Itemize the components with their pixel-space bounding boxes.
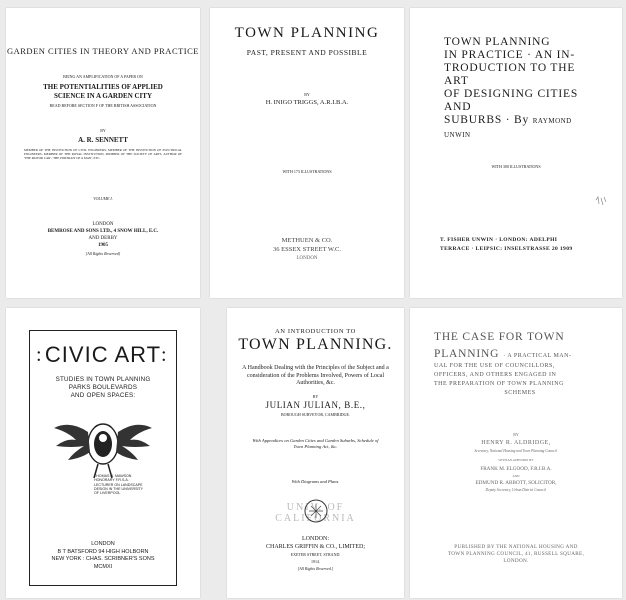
publisher-line: 36 ESSEX STREET W.C. [273, 246, 341, 253]
library-stamp: CALIFORNIA [275, 513, 356, 524]
title-line: IN PRACTICE · AN IN- [444, 49, 575, 61]
body-line: SCHEMES [504, 389, 536, 396]
emblem-text-line: OF LIVERPOOL [94, 491, 121, 496]
coauthor-name: EDMUND R. ABBOTT, SOLICITOR, [475, 480, 557, 486]
handwritten-mark [594, 194, 608, 208]
subtitle-line: SCIENCE IN A GARDEN CITY [53, 92, 153, 100]
illustrations-note: WITH 173 ILLUSTRATIONS [282, 169, 332, 174]
title-page-civic-art [6, 308, 200, 598]
author-name: HENRY R. ALDRIDGE, [481, 440, 551, 446]
by-label: BY [312, 394, 319, 399]
publisher-line: LONDON. [503, 558, 529, 564]
publisher-line: CHARLES GRIFFIN & CO., LIMITED; [265, 544, 365, 550]
publisher-line: NEW YORK : CHAS. SCRIBNER'S SONS [51, 556, 155, 562]
page-title: TOWN PLANNING [234, 25, 380, 41]
subtitle-line: STUDIES IN TOWN PLANNING [55, 376, 151, 383]
colon-ornament: : [36, 344, 42, 366]
publisher-line: PUBLISHED BY THE NATIONAL HOUSING AND [454, 544, 578, 550]
emblem-text-line: DESIGN IN THE UNIVERSITY [94, 486, 144, 491]
subtitle-line: BEING AN AMPLIFICATION OF A PAPER ON [63, 74, 143, 79]
publisher-line: T. FISHER UNWIN · LONDON: ADELPHI [440, 237, 558, 243]
colon-ornament: : [161, 344, 167, 366]
library-stamp: UNIV. OF [286, 502, 345, 513]
publisher-line: 1905 [98, 243, 108, 248]
coauthor-name: FRANK M. ELGOOD, F.R.I.B.A. [480, 466, 552, 472]
body-line: THE PREPARATION OF TOWN PLANNING [434, 380, 564, 387]
by-label: BY [100, 128, 106, 133]
appendices-note: With Appendices on Garden Cities and Garden Suburbs, Schedule of Town Planning Act, &c. [252, 438, 379, 449]
body-line: OFFICERS, AND OTHERS ENGAGED IN [434, 371, 557, 378]
title-line: TOWN PLANNING [444, 36, 551, 48]
subtitle-line: READ BEFORE SECTION F OF THE BRITISH ASSOCIATION [49, 103, 157, 108]
appendix-by: WITH AN APPENDIX BY [498, 458, 534, 462]
coauthor-role: Deputy Secretary, Urban District Council. [485, 488, 547, 492]
publisher-line: TERRACE · LEIPSIC: INSELSTRASSE 20 1909 [440, 246, 573, 252]
title-line: PLANNING [434, 347, 500, 360]
rights-note: [All Rights Reserved.] [297, 566, 334, 571]
title-page-case-for-town-planning [410, 308, 622, 598]
title-line: SUBURBS · By [444, 114, 530, 126]
by-label: BY [513, 432, 519, 437]
publisher-line: AND DERBY [88, 236, 118, 241]
publisher-line: 1914. [311, 559, 320, 564]
publisher-line: MCMXI [93, 563, 113, 570]
description: A Handbook Dealing with the Principles of the Subject and a consideration of the Problems Involved, Powers of Local Authorities, &c. [242, 365, 389, 386]
author-name: A. R. SENNETT [78, 136, 128, 144]
diagrams-note: With Diagrams and Plans. [291, 479, 340, 484]
subtitle-line: PARKS BOULEVARDS [68, 384, 138, 391]
publisher-line: B T BATSFORD 94 HIGH HOLBORN [57, 548, 149, 555]
publisher-line: TOWN PLANNING COUNCIL, 41, RUSSELL SQUARE, [447, 551, 585, 557]
author-role: BOROUGH SURVEYOR, CAMBRIDGE. [280, 412, 351, 417]
title-line: OF DESIGNING CITIES AND [444, 88, 579, 113]
subtitle-line: AND OPEN SPACES: [70, 392, 136, 399]
author-role: Secretary, National Housing and Town Planning Council. [474, 449, 558, 453]
page-title: TOWN PLANNING. [238, 336, 393, 353]
rights-note: [All Rights Reserved] [85, 251, 121, 256]
title-page-town-planning-triggs [210, 8, 404, 298]
volume-label: VOLUME I. [93, 196, 113, 201]
author-name: RAYMOND UNWIN [444, 117, 572, 139]
publisher-line: LONDON [91, 541, 115, 547]
publisher-line: LONDON [296, 256, 318, 261]
title-continuation: · A PRACTICAL MAN- [503, 352, 572, 359]
emblem-text-line: THOMAS H. MAWSON [94, 474, 132, 478]
title-line: TRODUCTION TO THE ART [444, 62, 576, 87]
page-title: CIVIC ART [44, 342, 162, 367]
author-name: JULIAN JULIAN, B.E., [265, 400, 366, 410]
publisher-line: BEMROSE AND SONS LTD., 4 SNOW HILL, E.C. [47, 229, 159, 234]
title-page-intro-town-planning [227, 308, 404, 598]
subtitle-line: THE POTENTIALITIES OF APPLIED [43, 83, 163, 91]
title-page-garden-cities [6, 8, 200, 298]
title-page-town-planning-in-practice [410, 8, 622, 298]
author-name: H. INIGO TRIGGS, A.R.I.B.A. [265, 99, 349, 106]
emblem-text-line: HONORARY F.R.S.A. [94, 478, 129, 483]
emblem-text-line: LECTURER ON LANDSCAPE [94, 482, 143, 487]
and-label: AND [512, 474, 520, 478]
body-line: UAL FOR THE USE OF COUNCILLORS, [434, 362, 555, 369]
pre-title: AN INTRODUCTION TO [275, 328, 356, 335]
publisher-line: EXETER STREET, STRAND. [290, 552, 341, 557]
author-credentials: MEMBER OF THE INSTITUTION OF CIVIL ENGINEERS, MEMBER OF THE INSTITUTION OF ELECTRICAL ENGINEERS, MEMBER OF THE ROYAL INSTITUTION, MEMBER OF THE SOCIETY OF ARTS, AUTHOR OF 'THE MOTOR CAR', 'THE PORTRAIT OF A MAN', ETC. [24, 148, 182, 161]
publisher-line: LONDON: [302, 536, 329, 542]
subtitle: PAST, PRESENT AND POSSIBLE [246, 48, 368, 57]
page-title: GARDEN CITIES IN THEORY AND PRACTICE [6, 46, 200, 56]
title-line: THE CASE FOR TOWN [434, 331, 565, 343]
publisher-line: METHUEN & CO. [281, 237, 333, 244]
illustrations-note: WITH 300 ILLUSTRATIONS [491, 164, 541, 169]
publisher-line: LONDON [92, 222, 114, 227]
by-label: BY [304, 92, 310, 97]
